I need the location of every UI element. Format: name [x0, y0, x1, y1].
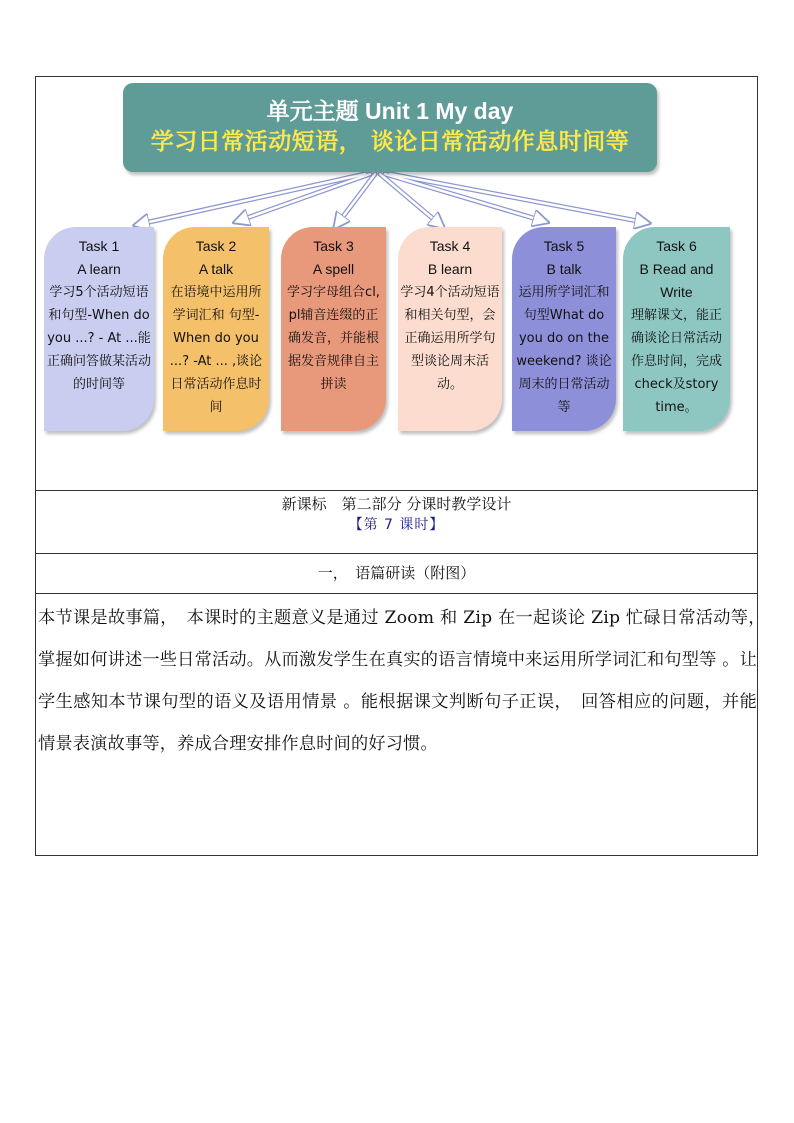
lesson-number: 7	[384, 517, 394, 533]
task-subtitle: B learn	[427, 261, 473, 277]
task-title: Task 5	[543, 238, 585, 254]
task-card-6	[623, 227, 730, 431]
unit-theme-subtitle: 学习日常活动短语， 谈论日常活动作息时间等	[150, 129, 630, 155]
task-description: 学习5个活动短语和句型-When do you ...? - At ...能正确问答做某活动的时间等	[46, 285, 151, 392]
task-card-4	[398, 227, 502, 431]
task-subtitle: B Read and Write	[639, 261, 714, 300]
lesson-analysis-paragraph: 本节课是故事篇， 本课时的主题意义是通过 Zoom 和 Zip 在一起谈论 Zip 忙碌日常活动等， 掌握如何讲述一些日常活动。从而激发学生在真实的语言情境中来运用所学词汇和句型等 。让学生感知本节课句型的语义及语用情景 。能根据课文判断句子正误， 回答相应的问题，并能情景表演故事等，养成合理安排作息时间的好习惯。	[38, 608, 775, 754]
task-title: Task 1	[78, 238, 120, 254]
task-subtitle: A talk	[198, 261, 234, 277]
task-subtitle: A learn	[77, 261, 121, 277]
task-description: 运用所学词汇和 句型What do you do on the weekend? 谈论周末的日常活动等	[516, 285, 612, 415]
task-title: Task 3	[313, 238, 354, 254]
document-part-title: 新课标 第二部分 分课时教学设计	[281, 495, 512, 513]
task-card-1	[44, 227, 154, 431]
task-card-2	[163, 227, 269, 431]
task-card-5	[512, 227, 616, 431]
task-description: 理解课文，能正确谈论日常活动作息时间，完成check及story time。	[630, 308, 722, 415]
task-card-3	[281, 227, 386, 431]
lesson-bracket-open: 【第	[348, 517, 379, 533]
unit-diagram	[36, 77, 757, 490]
task-title: Task 6	[656, 238, 697, 254]
task-title: Task 2	[195, 238, 237, 254]
task-subtitle: B talk	[546, 261, 582, 277]
lesson-number-label	[36, 514, 757, 536]
lesson-bracket-close: 课时】	[399, 517, 445, 533]
task-description: 学习字母组合cl, pl辅音连缀的正确发音，并能根据发音规律自主拼读	[287, 285, 380, 392]
table-divider	[36, 593, 757, 594]
task-description: 学习4个活动短语和相关句型，会正确运用所学句型谈论周末活动。	[400, 285, 500, 392]
lesson-header	[36, 490, 757, 552]
task-description: 在语境中运用所学词汇和 句型-When do you ...? -At ... ,谈论日常活动作息时间	[169, 285, 263, 415]
task-subtitle: A spell	[312, 261, 355, 277]
task-title: Task 4	[429, 238, 471, 254]
lesson-table	[35, 76, 775, 856]
section-heading: 一， 语篇研读（附图）	[317, 564, 476, 582]
unit-theme-box	[123, 83, 657, 172]
unit-theme-title: 单元主题 Unit 1 My day	[266, 98, 514, 124]
